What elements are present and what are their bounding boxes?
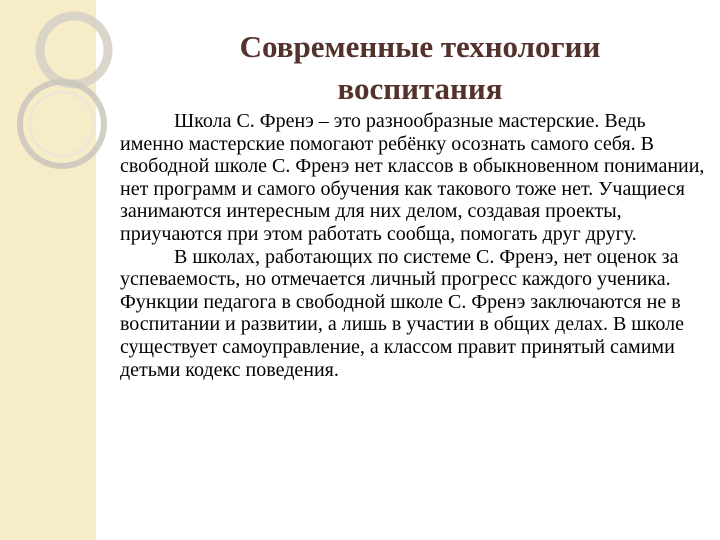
paragraph-1: Школа С. Френэ – это разнообразные мастерские. Ведь именно мастерские помогают ребёнку осознать самого себя. В свободной школе С. Френэ нет классов в обыкновенном понимании, нет программ и самого обучения как такового тоже нет. Учащиеся занимаются интересным для них делом, создавая проекты, приучаются при этом работать сообща, помогать друг другу. — [120, 110, 705, 245]
decorative-ring-inner — [30, 92, 94, 156]
body-text — [120, 110, 705, 381]
paragraph-2: В школах, работающих по системе С. Френэ, нет оценок за успеваемость, но отмечается личный прогресс каждого ученика. Функции педагога в свободной школе С. Френэ заключаются не в воспитании и развитии, а лишь в участии в общих делах. В школе существует самоуправление, а классом правит принятый самими детьми кодекс поведения. — [120, 245, 684, 381]
page-title — [120, 26, 720, 110]
title-line-2: воспитания — [337, 71, 503, 106]
decorative-ring-small — [20, 82, 104, 166]
title-line-1: Современные технологии — [239, 29, 601, 64]
decorative-ring-large — [40, 16, 108, 84]
